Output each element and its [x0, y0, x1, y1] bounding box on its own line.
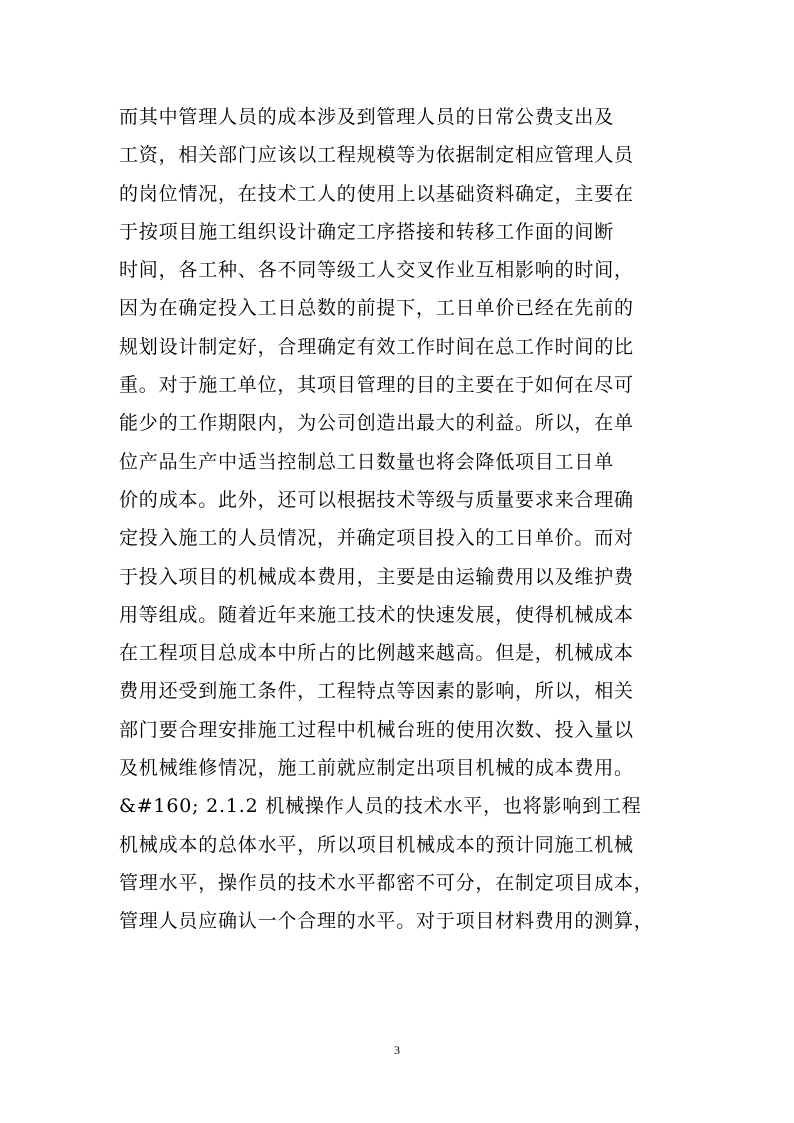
- text-line: 价的成本。此外，还可以根据技术等级与质量要求来合理确: [119, 488, 634, 511]
- text-line: 能少的工作期限内，为公司创造出最大的利益。所以，在单: [119, 412, 634, 435]
- text-line: 因为在确定投入工日总数的前提下，工日单价已经在先前的: [119, 297, 634, 320]
- text-line: 工资，相关部门应该以工程规模等为依据制定相应管理人员: [119, 144, 634, 167]
- text-line: 用等组成。随着近年来施工技术的快速发展，使得机械成本: [119, 603, 634, 626]
- text-line: 规划设计制定好，合理确定有效工作时间在总工作时间的比: [119, 335, 634, 358]
- text-line: 位产品生产中适当控制总工日数量也将会降低项目工日单: [119, 450, 615, 473]
- text-line: 费用还受到施工条件，工程特点等因素的影响，所以，相关: [119, 680, 634, 703]
- text-line: 于按项目施工组织设计确定工序搭接和转移工作面的间断: [119, 220, 615, 243]
- text-line: 的岗位情况，在技术工人的使用上以基础资料确定，主要在: [119, 182, 634, 205]
- text-line: &#160; 2.1.2 机械操作人员的技术水平，也将影响到工程: [119, 795, 642, 818]
- page-number: 3: [394, 1043, 400, 1057]
- text-line: 部门要合理安排施工过程中机械台班的使用次数、投入量以: [119, 718, 634, 741]
- text-line: 时间，各工种、各不同等级工人交叉作业互相影响的时间，: [119, 259, 634, 282]
- text-line: 及机械维修情况，施工前就应制定出项目机械的成本费用。: [119, 757, 634, 780]
- text-line: 管理水平，操作员的技术水平都密不可分，在制定项目成本，: [119, 871, 654, 894]
- text-line: 在工程项目总成本中所占的比例越来越高。但是，机械成本: [119, 642, 634, 665]
- body-text: [119, 98, 679, 941]
- text-line: 机械成本的总体水平，所以项目机械成本的预计同施工机械: [119, 833, 634, 856]
- text-line: 于投入项目的机械成本费用，主要是由运输费用以及维护费: [119, 565, 634, 588]
- text-line: 管理人员应确认一个合理的水平。对于项目材料费用的测算，: [119, 910, 654, 933]
- text-line: 而其中管理人员的成本涉及到管理人员的日常公费支出及: [119, 106, 615, 128]
- text-line: 重。对于施工单位，其项目管理的目的主要在于如何在尽可: [119, 374, 634, 397]
- text-line: 定投入施工的人员情况，并确定项目投入的工日单价。而对: [119, 527, 634, 550]
